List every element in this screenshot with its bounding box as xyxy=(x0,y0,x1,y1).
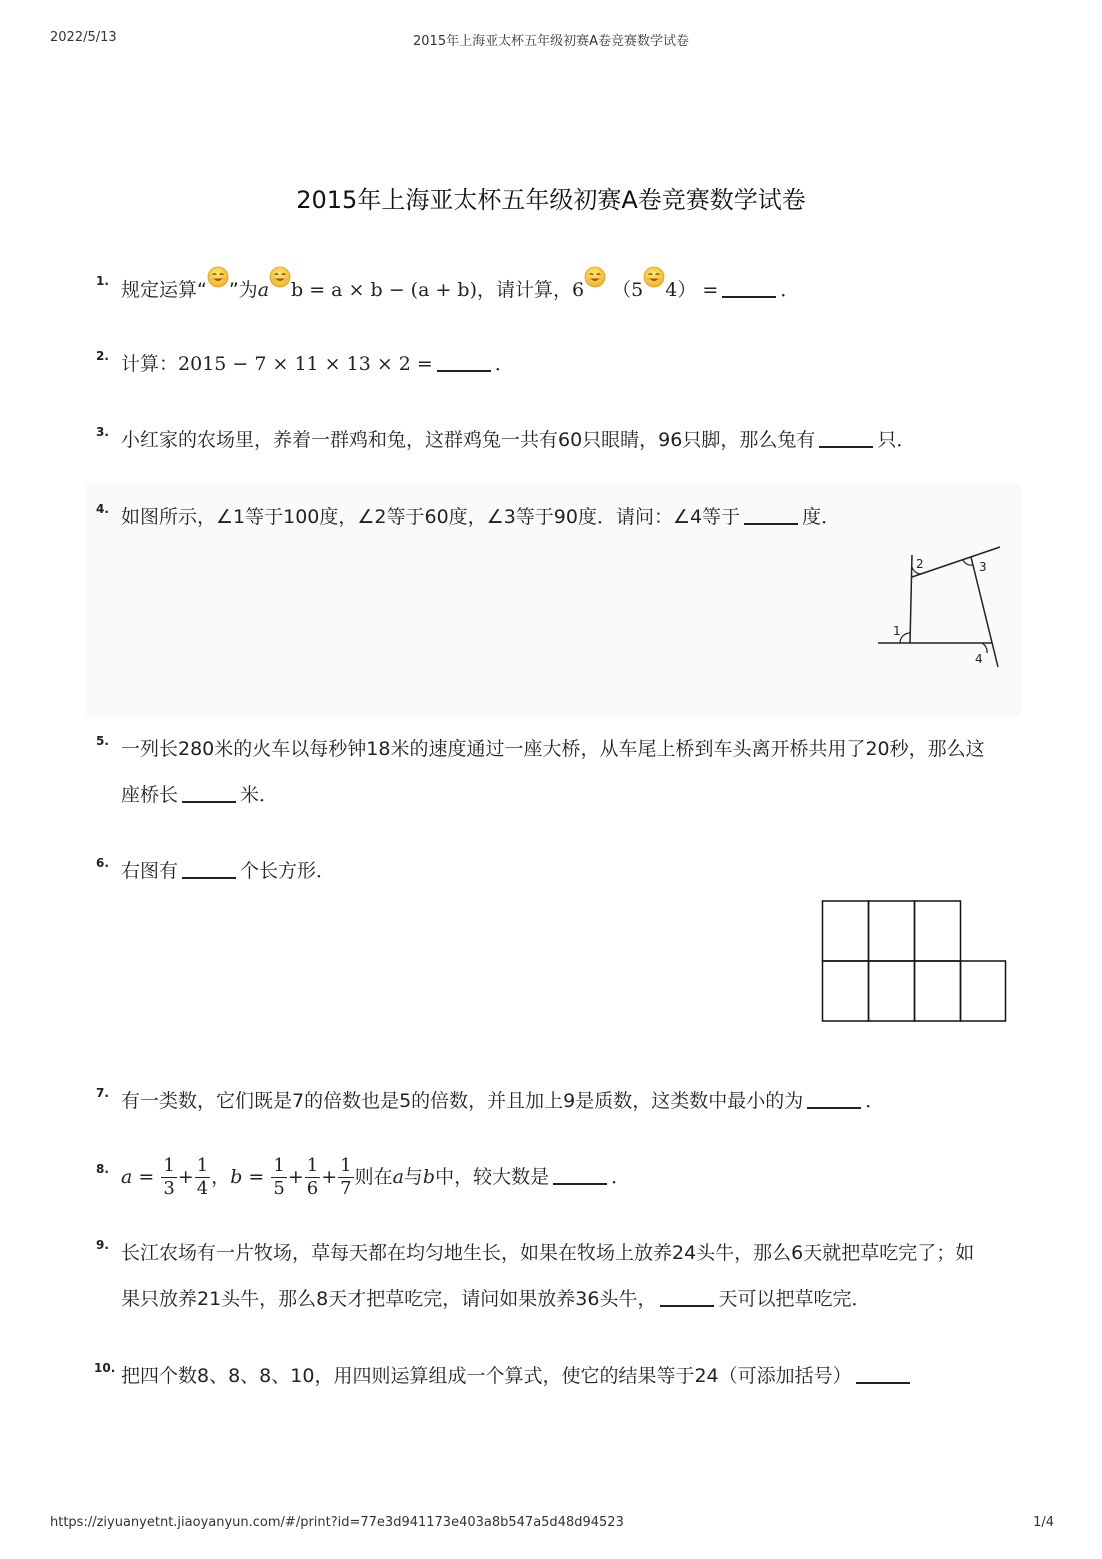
question-number: 5. xyxy=(96,734,109,748)
text-line: 一列长280米的火车以每秒钟18米的速度通过一座大桥，从车尾上桥到车头离开桥共用了20秒，那么这 xyxy=(121,738,985,760)
print-date: 2022/5/13 xyxy=(50,30,117,45)
text-line xyxy=(121,772,1002,818)
question-number: 1. xyxy=(96,274,109,288)
plus-sign: + xyxy=(321,1166,338,1188)
question-text xyxy=(121,1230,1002,1322)
math-var: b = xyxy=(230,1166,265,1188)
answer-blank[interactable] xyxy=(660,1287,714,1307)
document-title: 2015年上海亚太杯五年级初赛A卷竞赛数学试卷 xyxy=(296,186,806,214)
text-line xyxy=(121,1276,1002,1322)
answer-blank[interactable] xyxy=(856,1364,910,1384)
answer-blank[interactable] xyxy=(182,783,236,803)
text-segment: ，请计算， xyxy=(476,279,572,301)
smiley-emoji-icon xyxy=(584,266,606,288)
plus-sign: + xyxy=(177,1166,194,1188)
math-number: 4） xyxy=(665,279,697,301)
text-segment: ”为 xyxy=(228,279,258,301)
text-segment: 计算： xyxy=(121,353,179,375)
text-segment: ． xyxy=(865,1090,885,1112)
text-segment: 度． xyxy=(802,506,841,528)
math-var: a xyxy=(257,279,270,301)
angle-label: 4 xyxy=(975,652,983,666)
text-segment: ． xyxy=(780,279,800,301)
question-text xyxy=(121,1353,1002,1399)
smiley-emoji-icon xyxy=(207,266,229,288)
math-expression: 2015 − 7 × 11 × 13 × 2 = xyxy=(178,353,433,375)
question-number: 10. xyxy=(94,1361,116,1375)
text-segment: （ xyxy=(612,279,632,301)
text-segment: 小红家的农场里，养着一群鸡和兔，这群鸡兔一共有60只眼睛，96只脚，那么兔有 xyxy=(121,429,816,451)
question-text xyxy=(121,1078,1002,1124)
fraction: $\frac{1}{7}$ xyxy=(340,1155,352,1199)
angle-label: 3 xyxy=(979,560,987,574)
text-segment: 果只放养21头牛，那么8天才把草吃完，请问如果放养36头牛， xyxy=(121,1288,657,1310)
question-text xyxy=(121,1152,1002,1202)
answer-blank[interactable] xyxy=(553,1165,607,1185)
answer-blank[interactable] xyxy=(182,859,236,879)
fraction: $\frac{1}{3}$ xyxy=(163,1155,175,1199)
print-url: https://ziyuanyetnt.jiaoyanyun.com/#/print?id=77e3d941173e403a8b547a5d48d94523 xyxy=(50,1515,624,1530)
fraction: $\frac{1}{6}$ xyxy=(306,1155,319,1199)
question-number: 9. xyxy=(96,1238,109,1252)
question-number: 8. xyxy=(96,1162,109,1176)
text-segment: 米． xyxy=(240,784,279,806)
question-number: 3. xyxy=(96,425,109,439)
question-text xyxy=(121,726,1002,818)
question-number: 6. xyxy=(96,856,109,870)
answer-blank[interactable] xyxy=(437,352,491,372)
plus-sign: + xyxy=(287,1166,304,1188)
math-var: a xyxy=(392,1166,404,1188)
answer-blank[interactable] xyxy=(819,428,873,448)
answer-blank[interactable] xyxy=(722,278,776,298)
question-text xyxy=(121,494,1002,540)
text-line: 长江农场有一片牧场，草每天都在均匀地生长，如果在牧场上放养24头牛，那么6天就把草吃完了；如 xyxy=(121,1242,975,1264)
question-text xyxy=(121,417,1002,463)
math-number: 5 xyxy=(631,279,644,301)
text-segment: 中，较大数是 xyxy=(435,1166,550,1188)
text-segment: 只． xyxy=(877,429,916,451)
print-header-title: 2015年上海亚太杯五年级初赛A卷竞赛数学试卷 xyxy=(413,34,689,49)
answer-blank[interactable] xyxy=(744,505,798,525)
text-segment: ， xyxy=(211,1166,231,1188)
angle-label: 2 xyxy=(916,557,924,571)
text-segment: ． xyxy=(611,1166,631,1188)
page-number: 1/4 xyxy=(1033,1515,1054,1530)
text-segment: 则在 xyxy=(354,1166,393,1188)
question-text xyxy=(121,341,1002,387)
question-number: 2. xyxy=(96,349,109,363)
smiley-emoji-icon xyxy=(269,266,291,288)
text-segment: 有一类数，它们既是7的倍数也是5的倍数，并且加上9是质数，这类数中最小的为 xyxy=(121,1090,804,1112)
question-number: 4. xyxy=(96,502,109,516)
text-segment: 与 xyxy=(403,1166,423,1188)
text-segment: 如图所示，∠1等于100度，∠2等于60度，∠3等于90度．请问：∠4等于 xyxy=(121,506,741,528)
math-var: a = xyxy=(121,1166,155,1188)
text-segment: 把四个数8、8、8、10，用四则运算组成一个算式，使它的结果等于24（可添加括号） xyxy=(121,1365,852,1387)
text-segment: 右图有 xyxy=(121,860,179,882)
math-var: b xyxy=(422,1166,436,1188)
question-text xyxy=(121,848,1002,894)
math-expression: b = a × b − (a + b) xyxy=(291,279,477,301)
text-segment: 规定运算“ xyxy=(121,279,207,301)
text-segment: 天可以把草吃完． xyxy=(718,1288,871,1310)
text-segment: 座桥长 xyxy=(121,784,179,806)
quadrilateral-angle-figure xyxy=(870,540,1010,675)
question-number: 7. xyxy=(96,1086,109,1100)
question-text xyxy=(121,266,1002,313)
rectangle-grid-figure xyxy=(820,898,1010,1024)
fraction: $\frac{1}{5}$ xyxy=(273,1155,285,1199)
math-number: 6 xyxy=(572,279,585,301)
text-segment: = xyxy=(702,279,719,301)
text-segment: ． xyxy=(494,353,514,375)
answer-blank[interactable] xyxy=(807,1089,861,1109)
smiley-emoji-icon xyxy=(643,266,665,288)
fraction: $\frac{1}{4}$ xyxy=(196,1155,209,1199)
angle-label: 1 xyxy=(893,624,901,638)
text-segment: 个长方形． xyxy=(240,860,336,882)
